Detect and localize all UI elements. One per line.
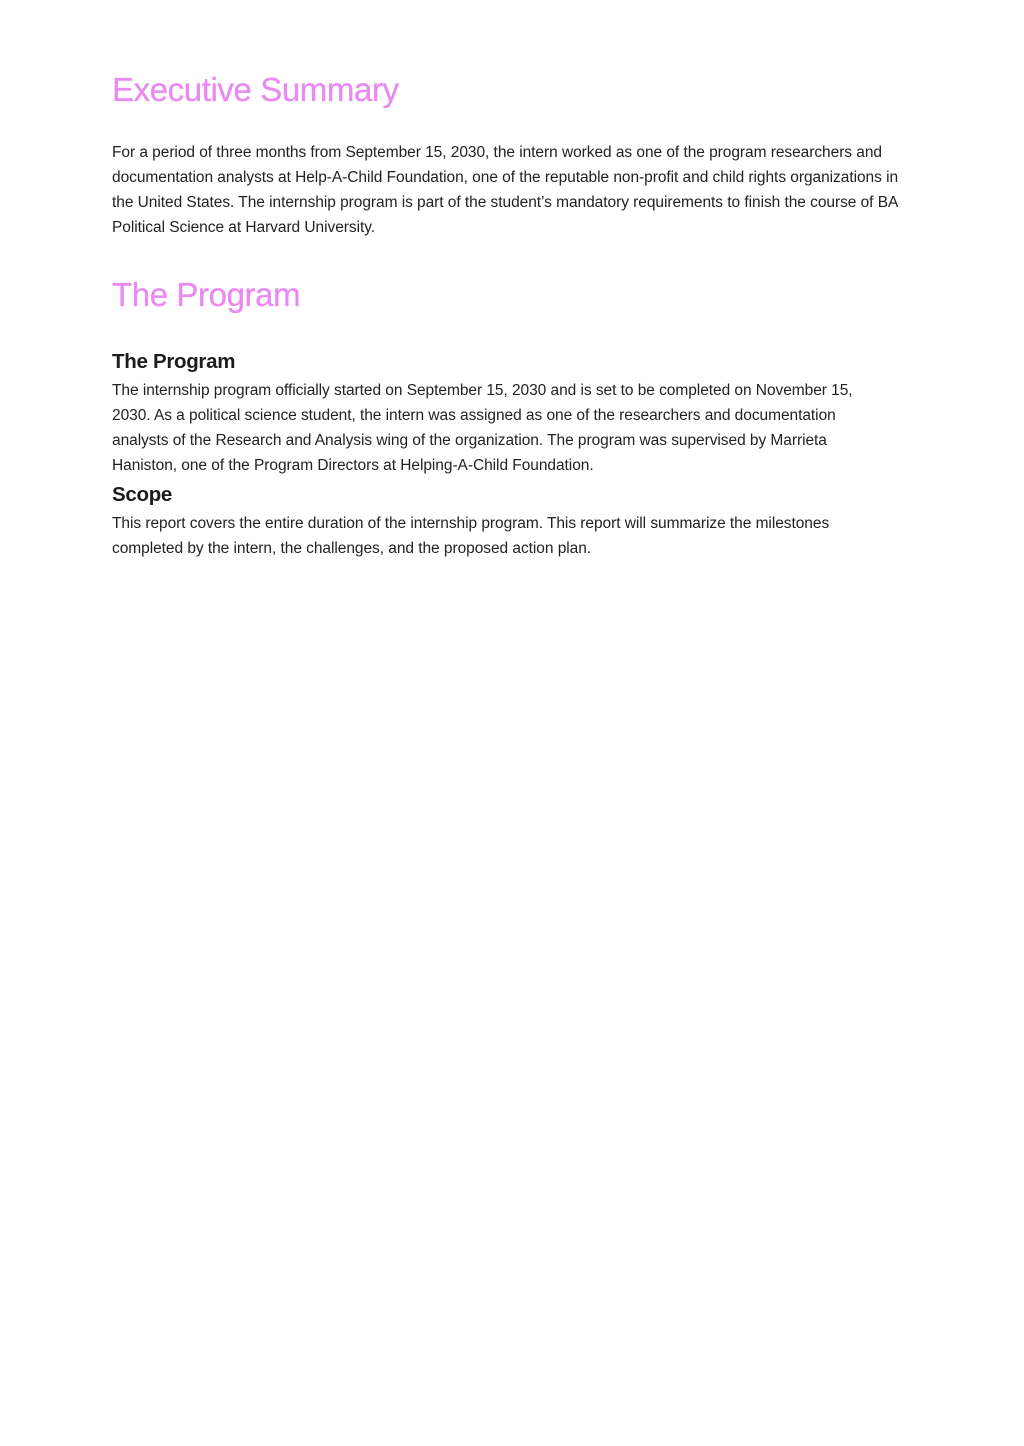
executive-summary-body: For a period of three months from September 15, 2030, the intern worked as one of the program researchers and documentation analysts at Help-A-Child Foundation, one of the reputable non-profit and child rights organizations in the United States. The internship program is part of the student’s mandatory requirements to finish the course of BA Political Science at Harvard University.: [112, 144, 899, 236]
executive-summary-title: Executive Summary: [112, 71, 399, 108]
scope-body: This report covers the entire duration of the internship program. This report will summarize the milestones completed by the intern, the challenges, and the proposed action plan.: [112, 515, 830, 557]
program-section-title: The Program: [112, 276, 301, 313]
program-subheading: The Program: [112, 350, 236, 373]
program-body: The internship program officially started on September 15, 2030 and is set to be completed on November 15, 2030. As a political science student, the intern was assigned as one of the researchers and documentation analysts of the Research and Analysis wing of the organization. The program was supervised by Marrieta Haniston, one of the Program Directors at Helping-A-Child Foundation.: [112, 382, 853, 474]
scope-subheading: Scope: [112, 483, 173, 506]
